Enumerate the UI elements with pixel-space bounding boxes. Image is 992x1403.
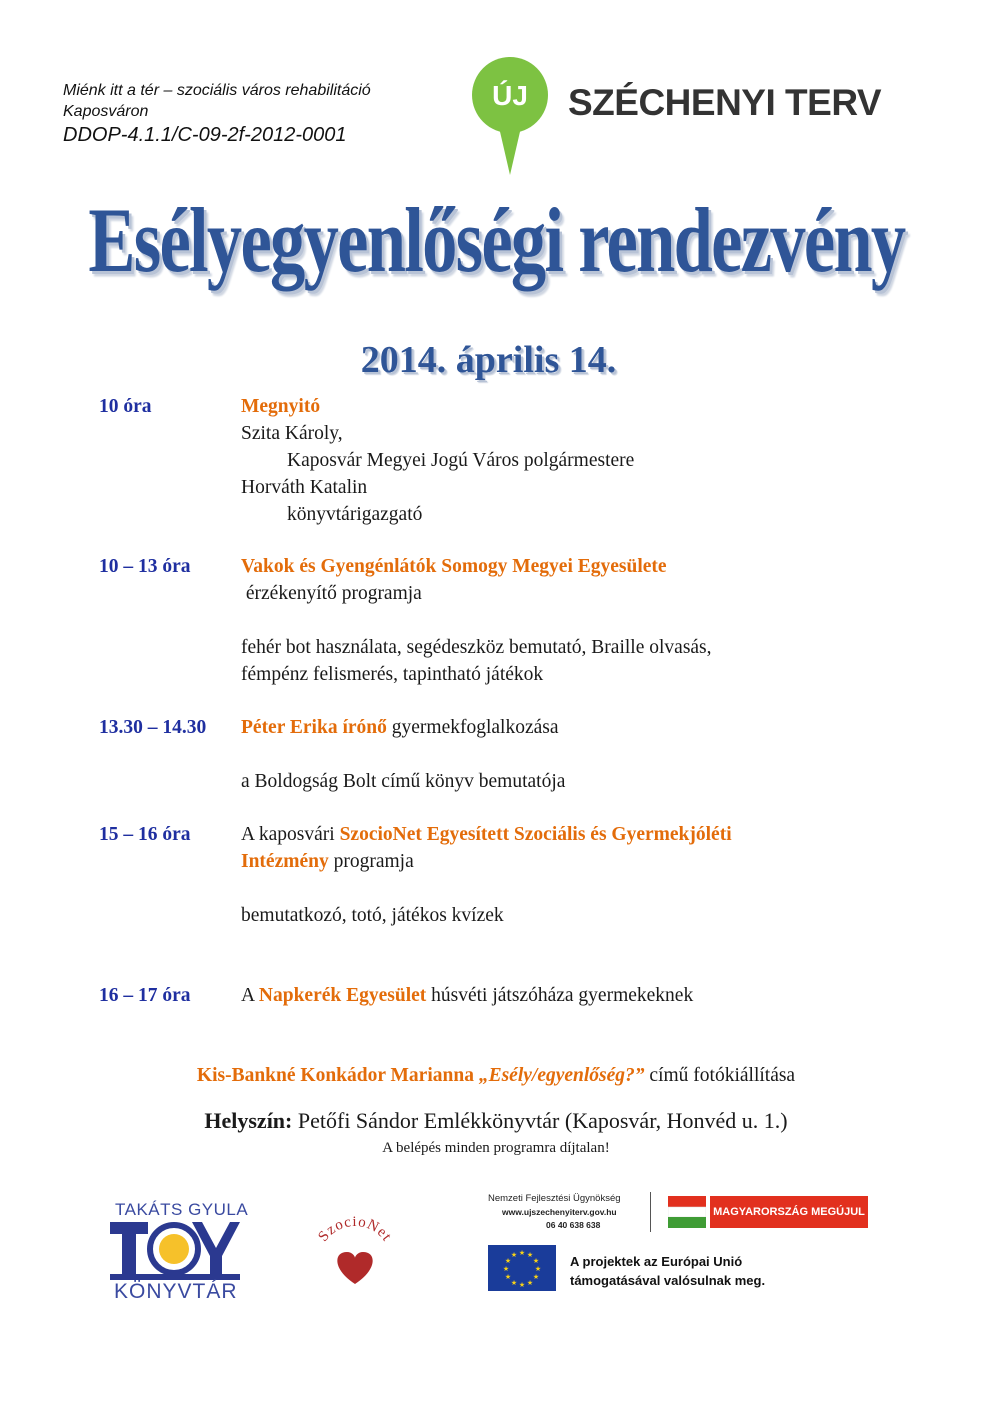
- project-line-2: Kaposváron: [63, 103, 149, 120]
- schedule-time: 10 – 13 óra: [99, 556, 191, 577]
- schedule-title: [241, 982, 881, 1009]
- organization-name-cont: Intézmény: [241, 851, 329, 872]
- schedule-title-pre: A: [241, 985, 259, 1006]
- schedule-title: [241, 821, 881, 848]
- photographer-name: Kis-Bankné Konkádor Marianna: [196, 1065, 474, 1086]
- svg-text:★: ★: [504, 1273, 512, 1281]
- svg-text:★: ★: [502, 1265, 510, 1273]
- szocionet-text: SzocioNet: [315, 1214, 395, 1245]
- svg-text:★: ★: [534, 1265, 542, 1273]
- nfu-name: Nemzeti Fejlesztési Ügynökség: [488, 1193, 621, 1204]
- schedule-time: 16 – 17 óra: [99, 985, 191, 1006]
- organization-name: SzocioNet Egyesített Szociális és Gyermekjóléti: [339, 824, 732, 845]
- speaker-name: Horváth Katalin: [241, 477, 368, 498]
- schedule-time: 15 – 16 óra: [99, 824, 191, 845]
- project-info: [63, 80, 371, 148]
- nfu-phone: 06 40 638 638: [546, 1220, 601, 1230]
- nfu-url: www.ujszechenyiterv.gov.hu: [502, 1207, 617, 1217]
- svg-text:★: ★: [518, 1281, 526, 1289]
- schedule-detail: bemutatkozó, totó, játékos kvízek: [241, 905, 504, 926]
- schedule-time: 13.30 – 14.30: [99, 717, 207, 738]
- project-code: DDOP-4.1.1/C-09-2f-2012-0001: [63, 124, 347, 146]
- organization-name: Napkerék Egyesület: [258, 985, 427, 1006]
- eu-line-1: A projektek az Európai Unió: [570, 1254, 743, 1269]
- schedule-detail: fehér bot használata, segédeszköz bemutató, Braille olvasás,: [241, 637, 712, 658]
- svg-text:★: ★: [526, 1279, 534, 1287]
- schedule-detail: fémpénz felismerés, tapintható játékok: [241, 664, 544, 685]
- schedule-time: 10 óra: [99, 396, 152, 417]
- divider: [650, 1192, 651, 1232]
- speaker-role: Kaposvár Megyei Jogú Város polgármestere: [287, 450, 635, 471]
- library-logo: [105, 1200, 249, 1310]
- schedule-title: Vakok és Gyengénlátók Somogy Megyei Egyesülete: [241, 556, 667, 577]
- svg-text:★: ★: [510, 1279, 518, 1287]
- venue-text: Petőfi Sándor Emlékkönyvtár (Kaposvár, Honvéd u. 1.): [292, 1108, 788, 1133]
- szocionet-logo: [305, 1210, 405, 1290]
- schedule-subtitle: érzékenyítő programja: [241, 583, 422, 604]
- event-date: 2014. április 14.: [360, 339, 617, 381]
- library-logo-bottom: KÖNYVTÁR: [114, 1280, 238, 1303]
- library-emblem-icon: [110, 1222, 240, 1280]
- exhibition-title: „Esély/egyenlőség?”: [473, 1065, 645, 1086]
- logo-title: SZÉCHENYI TERV: [568, 82, 882, 123]
- exhibition-line: [0, 1065, 992, 1087]
- eu-line-2: támogatásával valósulnak meg.: [570, 1273, 766, 1288]
- eu-flag-icon: [488, 1245, 556, 1291]
- free-entry-note: A belépés minden programra díjtalan!: [382, 1140, 610, 1156]
- schedule-title-rest: programja: [328, 851, 414, 872]
- schedule-title: Megnyitó: [241, 396, 321, 417]
- svg-text:★: ★: [532, 1273, 540, 1281]
- speaker-role: könyvtárigazgató: [287, 504, 423, 525]
- schedule-detail: a Boldogság Bolt című könyv bemutatója: [241, 771, 566, 792]
- svg-text:★: ★: [504, 1257, 512, 1265]
- logo-badge-text: ÚJ: [492, 80, 528, 111]
- page-title: Esélyegyenlőségi rendezvény: [87, 189, 905, 292]
- heart-icon: [337, 1252, 372, 1284]
- venue-line: [0, 1108, 992, 1134]
- magyarorszag-megujul-logo: [668, 1196, 868, 1228]
- magyarorszag-megujul-label: MAGYARORSZÁG MEGÚJUL: [710, 1196, 868, 1228]
- venue-label: Helyszín:: [204, 1108, 293, 1133]
- schedule-title: [241, 714, 881, 741]
- schedule-title-rest: húsvéti játszóháza gyermekeknek: [426, 985, 694, 1006]
- svg-text:★: ★: [526, 1251, 534, 1259]
- exhibition-rest: című fotókiállítása: [644, 1065, 796, 1086]
- author-name: Péter Erika írónő: [241, 717, 387, 738]
- schedule-title-cont: [241, 848, 881, 875]
- schedule-title-pre: A kaposvári: [241, 824, 340, 845]
- eu-support-text: [570, 1252, 765, 1290]
- svg-text:★: ★: [532, 1257, 540, 1265]
- hungarian-flag-icon: [668, 1196, 706, 1228]
- schedule-title-rest: gyermekfoglalkozása: [386, 717, 559, 738]
- project-line-1: Miénk itt a tér – szociális város rehabilitáció: [63, 82, 371, 99]
- speaker-name: Szita Károly,: [241, 423, 343, 444]
- svg-text:SzocioNet: [315, 1214, 394, 1245]
- svg-text:★: ★: [518, 1249, 526, 1257]
- svg-text:★: ★: [510, 1251, 518, 1259]
- library-logo-top: TAKÁTS GYULA: [115, 1200, 249, 1219]
